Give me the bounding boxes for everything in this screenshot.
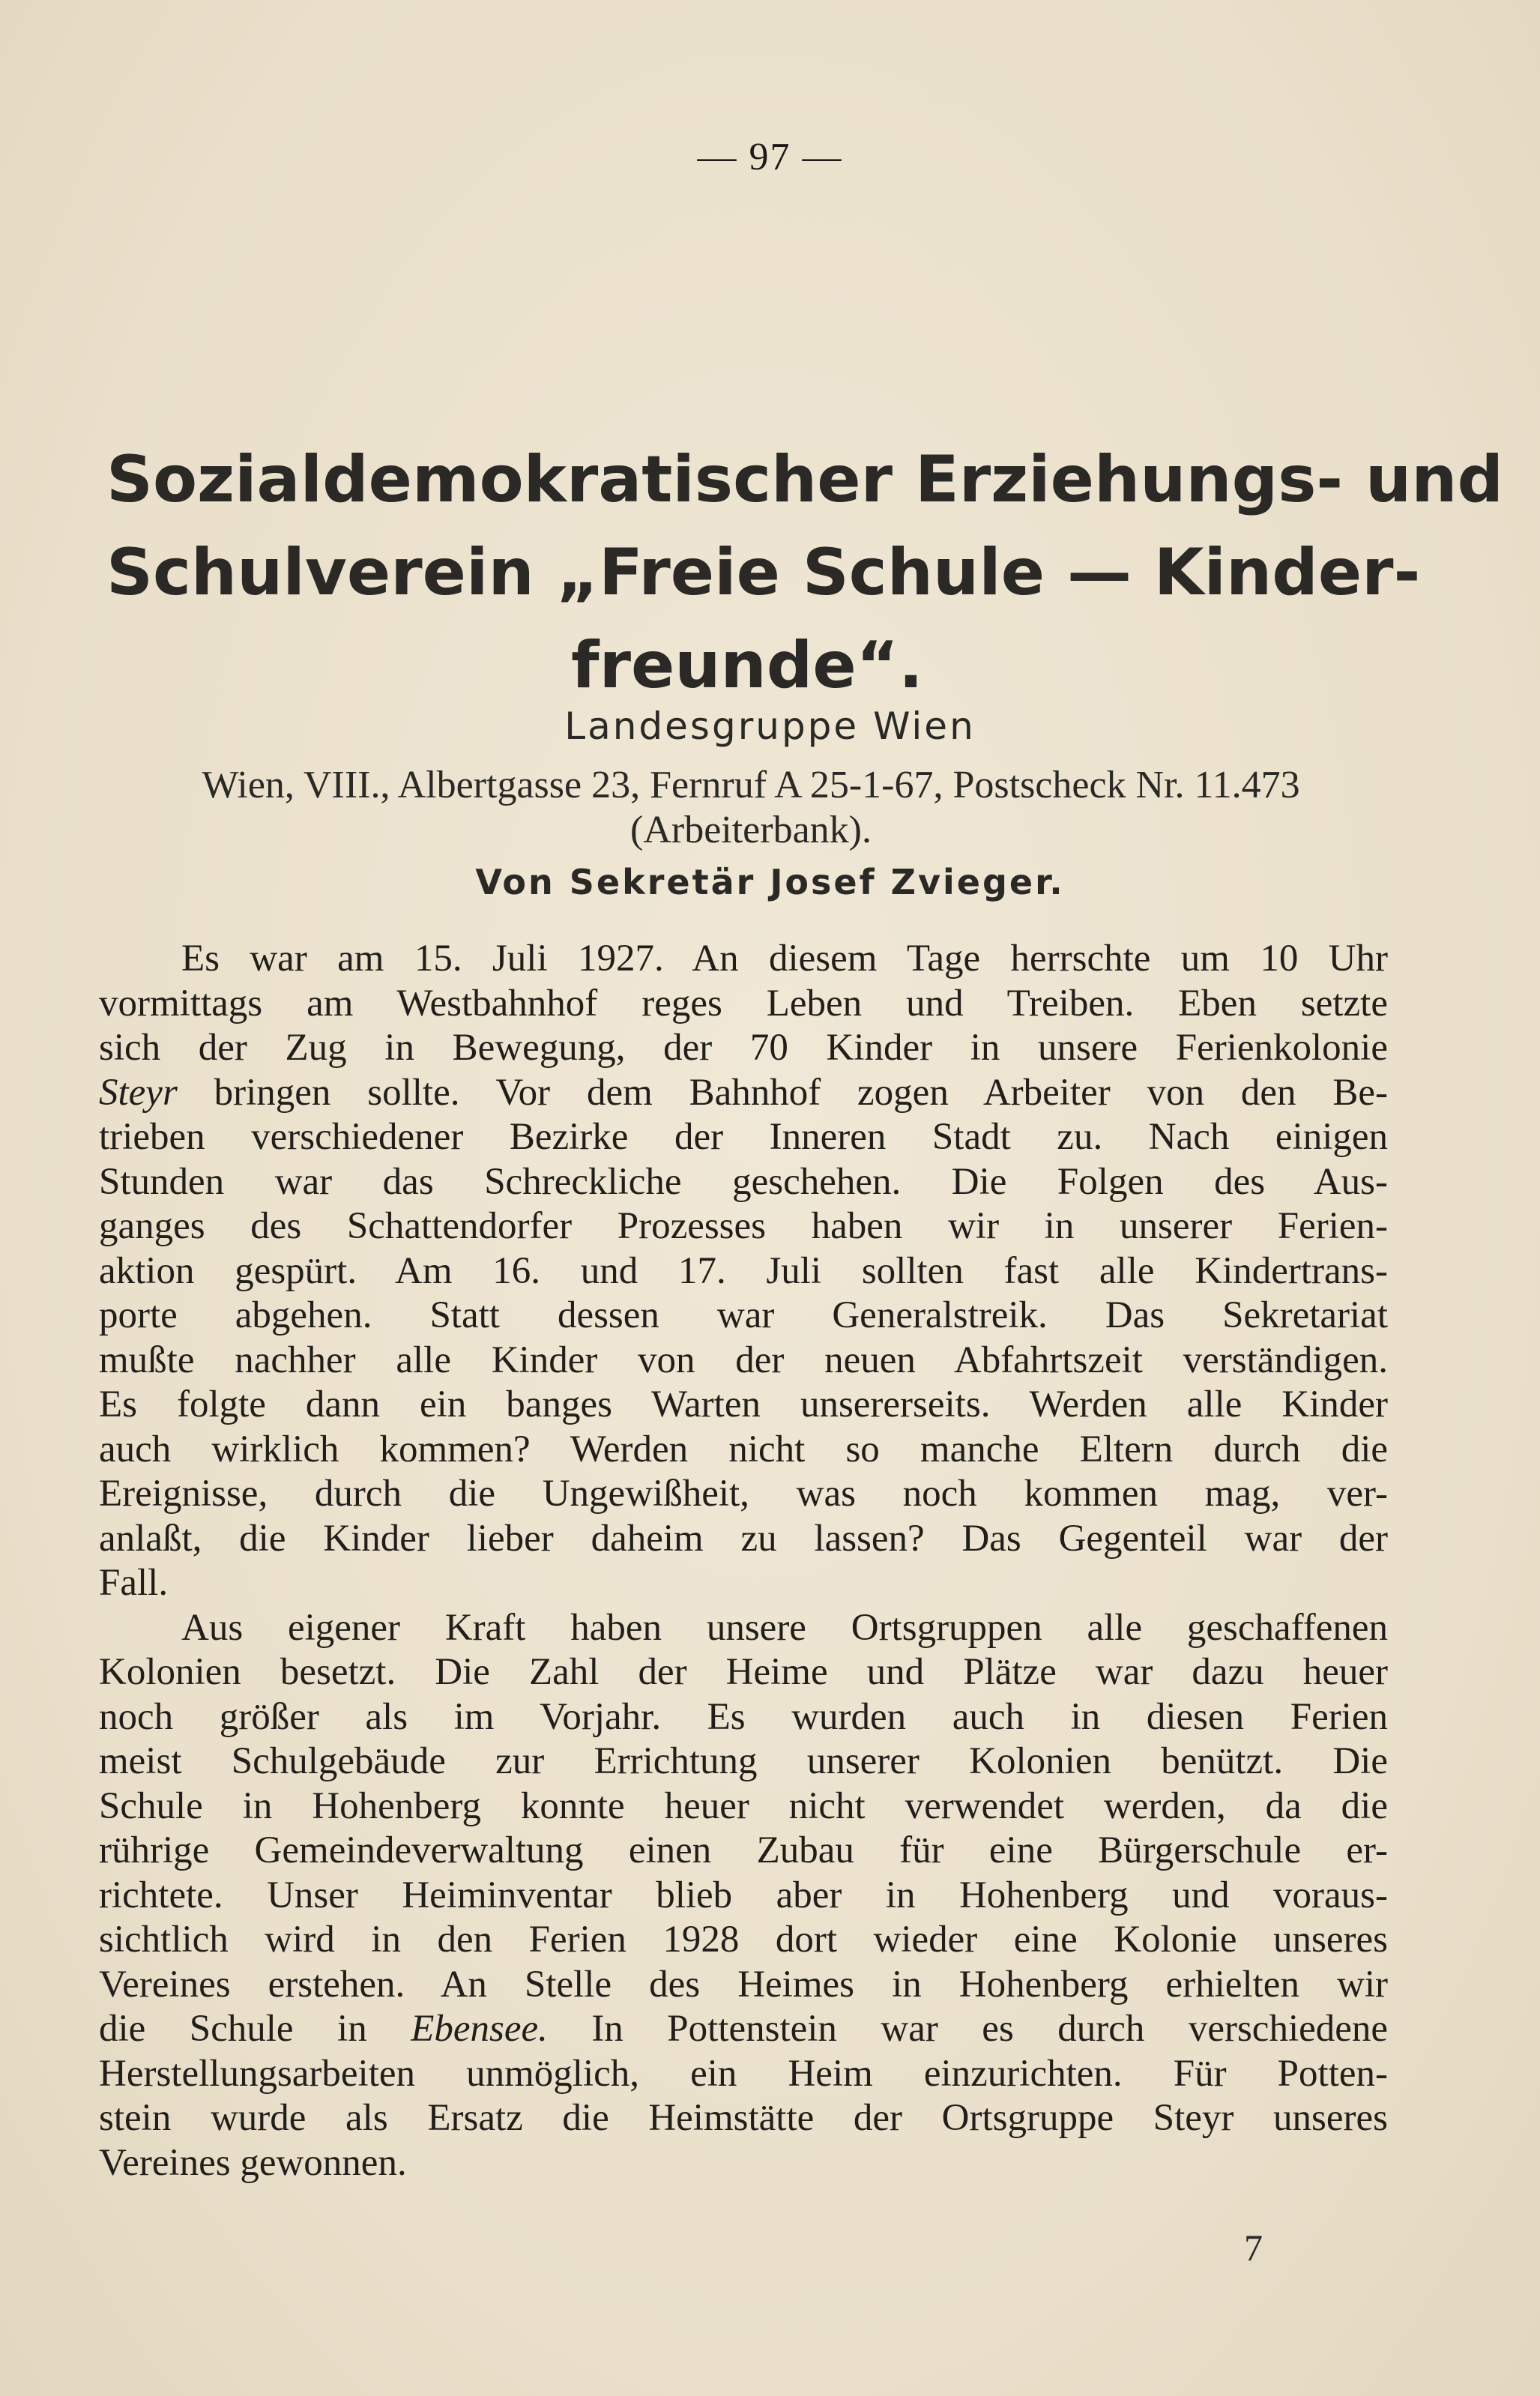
italic-place-name: Ebensee. [411, 2008, 548, 2050]
text-line: richtete. Unser Heiminventar blieb aber in Hohenberg und voraus- [99, 1874, 1388, 1916]
text-fragment: In Pottenstein war es durch verschiedene [591, 2008, 1389, 2050]
signature-number: 7 [1244, 2227, 1263, 2269]
article-body [99, 937, 1388, 2185]
subtitle: Landesgruppe Wien [564, 704, 976, 748]
text-line: meist Schulgebäude zur Errichtung unserer Kolonien benützt. Die [99, 1740, 1388, 1782]
address-line-2: (Arbeiterbank). [630, 809, 872, 851]
text-line: auch wirklich kommen? Werden nicht so manche Eltern durch die [99, 1428, 1388, 1470]
text-line: vormittags am Westbahnhof reges Leben und Treiben. Eben setzte [99, 982, 1388, 1025]
title-line-3: freunde“. [571, 628, 923, 703]
address-line-1: Wien, VIII., Albertgasse 23, Fernruf A 25-1-67, Postscheck Nr. 11.473 [202, 764, 1300, 806]
text-line: sichtlich wird in den Ferien 1928 dort wieder eine Kolonie unseres [99, 1919, 1388, 1961]
text-line: Fall. [99, 1562, 169, 1604]
paragraph-1 [99, 937, 1388, 1606]
text-line: Es folgte dann ein banges Warten unsererseits. Werden alle Kinder [99, 1383, 1388, 1425]
text-line: Vereines erstehen. An Stelle des Heimes in Hohenberg erhielten wir [99, 1963, 1388, 2006]
text-line: noch größer als im Vorjahr. Es wurden auch in diesen Ferien [99, 1695, 1388, 1738]
text-line: trieben verschiedener Bezirke der Inneren Stadt zu. Nach einigen [99, 1116, 1388, 1158]
text-line: aktion gespürt. Am 16. und 17. Juli sollten fast alle Kindertrans- [99, 1249, 1388, 1292]
text-line: porte abgehen. Statt dessen war Generalstreik. Das Sekretariat [99, 1294, 1388, 1336]
text-line: anlaßt, die Kinder lieber daheim zu lassen? Das Gegenteil war der [99, 1517, 1388, 1560]
text-line: Schule in Hohenberg konnte heuer nicht verwendet werden, da die [99, 1784, 1388, 1827]
text-line: Vereines gewonnen. [99, 2141, 407, 2184]
address-block [106, 763, 1395, 853]
text-line [99, 2007, 1388, 2052]
text-line: Stunden war das Schreckliche geschehen. Die Folgen des Aus- [99, 1160, 1388, 1203]
paragraph-2 [99, 1606, 1388, 2186]
italic-place-name: Steyr [99, 1071, 178, 1114]
text-line: Es war am 15. Juli 1927. An diesem Tage herrschte um 10 Uhr [181, 938, 1388, 980]
text-line [99, 1071, 1388, 1116]
page-number-header: — 97 — [697, 136, 843, 178]
text-line: rührige Gemeindeverwaltung einen Zubau für eine Bürgerschule er- [99, 1829, 1388, 1871]
text-fragment: bringen sollte. Vor dem Bahnhof zogen Arbeiter von den Be- [214, 1071, 1388, 1114]
text-line: Kolonien besetzt. Die Zahl der Heime und Plätze war dazu heuer [99, 1651, 1388, 1693]
text-line: ganges des Schattendorfer Prozesses haben wir in unserer Ferien- [99, 1205, 1388, 1247]
title-line-2: Schulverein „Freie Schule — Kinder- [106, 535, 1421, 610]
text-line: sich der Zug in Bewegung, der 70 Kinder in unsere Ferienkolonie [99, 1027, 1388, 1069]
text-line: stein wurde als Ersatz die Heimstätte der Ortsgruppe Steyr unseres [99, 2097, 1388, 2139]
text-line: Ereignisse, durch die Ungewißheit, was noch kommen mag, ver- [99, 1473, 1388, 1515]
article-title [106, 433, 1504, 712]
text-fragment: die Schule in [99, 2008, 367, 2050]
text-line: mußte nachher alle Kinder von der neuen Abfahrtszeit verständigen. [99, 1339, 1388, 1381]
author-line: Von Sekretär Josef Zvieger. [475, 862, 1065, 902]
text-line: Aus eigener Kraft haben unsere Ortsgruppen alle geschaffenen [181, 1606, 1388, 1649]
title-line-1: Sozialdemokratischer Erziehungs- und [106, 442, 1504, 517]
text-line: Herstellungsarbeiten unmöglich, ein Heim einzurichten. Für Potten- [99, 2052, 1388, 2095]
